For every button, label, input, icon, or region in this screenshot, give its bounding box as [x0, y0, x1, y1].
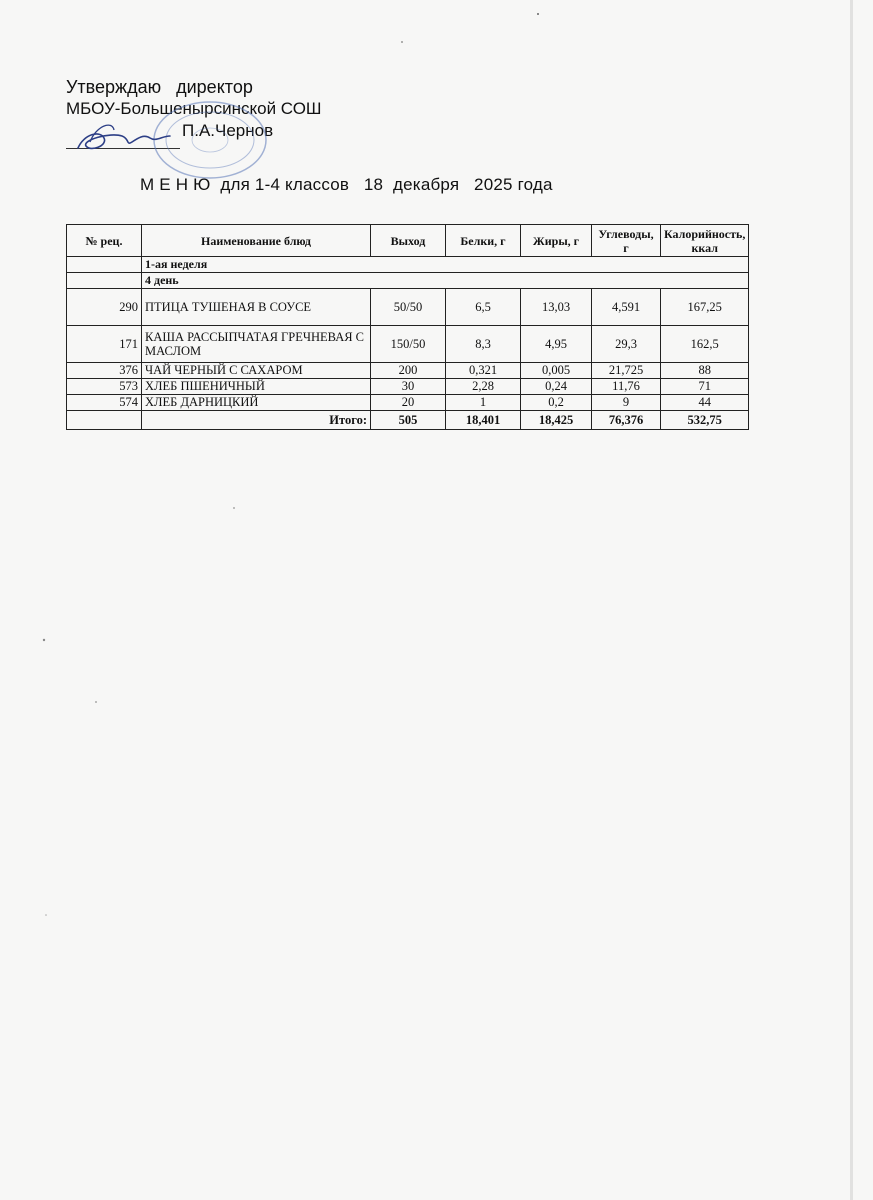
fat-cell: 0,005 [521, 363, 592, 379]
prot-cell: 6,5 [446, 289, 521, 326]
out-cell: 20 [371, 395, 446, 411]
total-out: 505 [371, 411, 446, 430]
carb-cell: 11,76 [592, 379, 661, 395]
out-cell: 50/50 [371, 289, 446, 326]
rec-cell: 376 [67, 363, 142, 379]
prot-cell: 2,28 [446, 379, 521, 395]
rec-cell: 171 [67, 326, 142, 363]
rec-cell: 574 [67, 395, 142, 411]
kcal-cell: 88 [661, 363, 749, 379]
kcal-cell: 71 [661, 379, 749, 395]
name-cell: ХЛЕБ ПШЕНИЧНЫЙ [142, 379, 371, 395]
header-fat: Жиры, г [521, 225, 592, 257]
prot-cell: 8,3 [446, 326, 521, 363]
header-out: Выход [371, 225, 446, 257]
carb-cell: 21,725 [592, 363, 661, 379]
day-label: 4 день [142, 273, 749, 289]
name-cell: ЧАЙ ЧЕРНЫЙ С САХАРОМ [142, 363, 371, 379]
out-cell: 200 [371, 363, 446, 379]
fat-cell: 0,24 [521, 379, 592, 395]
approval-line-3: П.А.Чернов [182, 121, 274, 140]
header-rec: № рец. [67, 225, 142, 257]
fat-cell: 13,03 [521, 289, 592, 326]
fat-cell: 0,2 [521, 395, 592, 411]
name-cell: ПТИЦА ТУШЕНАЯ В СОУСЕ [142, 289, 371, 326]
prot-cell: 1 [446, 395, 521, 411]
total-kcal: 532,75 [661, 411, 749, 430]
total-fat: 18,425 [521, 411, 592, 430]
header-carb: Углеводы, г [592, 225, 661, 257]
out-cell: 30 [371, 379, 446, 395]
name-cell: ХЛЕБ ДАРНИЦКИЙ [142, 395, 371, 411]
total-carb: 76,376 [592, 411, 661, 430]
week-label: 1-ая неделя [142, 257, 749, 273]
fat-cell: 4,95 [521, 326, 592, 363]
approval-line-1: Утверждаю директор [66, 77, 253, 97]
rec-cell: 290 [67, 289, 142, 326]
name-cell: КАША РАССЫПЧАТАЯ ГРЕЧНЕВАЯ С МАСЛОМ [142, 326, 371, 363]
header-name: Наименование блюд [142, 225, 371, 257]
prot-cell: 0,321 [446, 363, 521, 379]
carb-cell: 4,591 [592, 289, 661, 326]
carb-cell: 9 [592, 395, 661, 411]
kcal-cell: 167,25 [661, 289, 749, 326]
approval-line-2: МБОУ-Большенырсинской СОШ [66, 99, 322, 118]
header-prot: Белки, г [446, 225, 521, 257]
page-title: М Е Н Ю для 1-4 классов 18 декабря 2025 года [140, 175, 553, 194]
header-kcal: Калорийность, ккал [661, 225, 749, 257]
carb-cell: 29,3 [592, 326, 661, 363]
kcal-cell: 44 [661, 395, 749, 411]
total-prot: 18,401 [446, 411, 521, 430]
kcal-cell: 162,5 [661, 326, 749, 363]
out-cell: 150/50 [371, 326, 446, 363]
rec-cell: 573 [67, 379, 142, 395]
total-label: Итого: [142, 411, 371, 430]
